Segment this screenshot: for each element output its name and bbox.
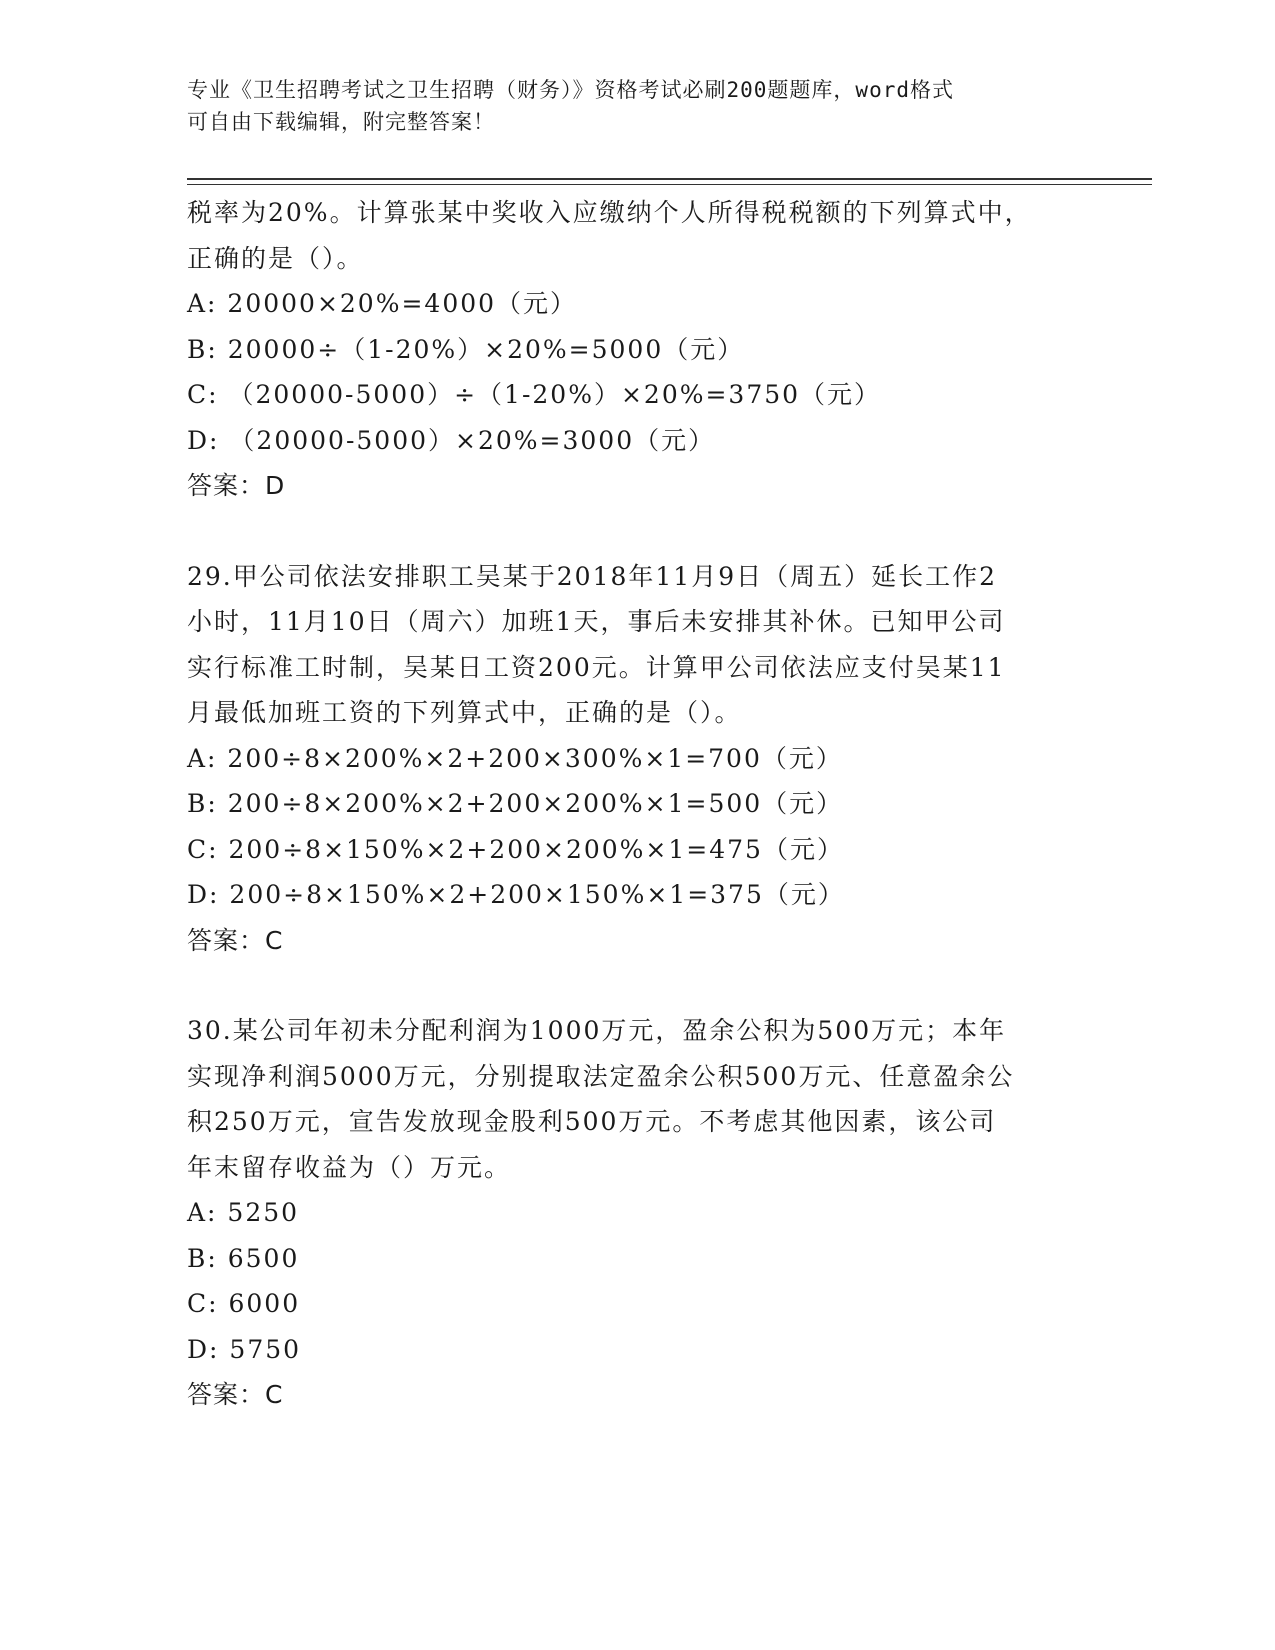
answer: 答案：C <box>187 1380 284 1409</box>
option-c: C: （20000-5000）÷（1-20%）×20%=3750（元） <box>187 380 882 409</box>
header-divider <box>187 178 1152 180</box>
question-stem-line: 积250万元，宣告发放现金股利500万元。不考虑其他因素，该公司 <box>187 1107 997 1136</box>
option-d: D: 5750 <box>187 1334 302 1364</box>
question-stem-line: 小时，11月10日（周六）加班1天，事后未安排其补休。已知甲公司 <box>187 607 1006 636</box>
question-stem-line: 年末留存收益为（）万元。 <box>187 1152 512 1182</box>
spacer <box>187 509 1087 554</box>
spacer <box>187 963 1087 1008</box>
question-29 <box>187 554 1087 964</box>
header-divider-thin <box>187 184 1152 185</box>
option-a: A: 20000×20%=4000（元） <box>187 289 578 318</box>
answer: 答案：C <box>187 925 284 955</box>
option-d: D: 200÷8×150%×2+200×150%×1=375（元） <box>187 880 845 909</box>
question-stem-line: 29.甲公司依法安排职工吴某于2018年11月9日（周五）延长工作2 <box>187 561 998 591</box>
question-stem-line: 实现净利润5000万元，分别提取法定盈余公积500万元、任意盈余公 <box>187 1061 1015 1091</box>
question-stem-line: 月最低加班工资的下列算式中，正确的是（）。 <box>187 698 742 727</box>
question-stem-line: 正确的是（）。 <box>187 243 364 273</box>
option-c: C: 200÷8×150%×2+200×200%×1=475（元） <box>187 834 844 864</box>
option-a: A: 5250 <box>187 1198 300 1227</box>
header-line-2: 可自由下载编辑，附完整答案！ <box>187 110 495 134</box>
option-b: B: 6500 <box>187 1243 300 1273</box>
option-d: D: （20000-5000）×20%=3000（元） <box>187 425 716 455</box>
document-header <box>187 74 1067 138</box>
question-stem-line: 30.某公司年初未分配利润为1000万元，盈余公积为500万元；本年 <box>187 1016 1007 1045</box>
option-a: A: 200÷8×200%×2+200×300%×1=700（元） <box>187 743 843 773</box>
option-b: B: 200÷8×200%×2+200×200%×1=500（元） <box>187 789 844 818</box>
option-b: B: 20000÷（1-20%）×20%=5000（元） <box>187 334 745 364</box>
question-stem-line: 税率为20%。计算张某中奖收入应缴纳个人所得税税额的下列算式中， <box>187 198 1032 227</box>
header-line-1: 专业《卫生招聘考试之卫生招聘（财务）》资格考试必刷200题题库，word格式 <box>187 78 954 102</box>
answer: 答案：D <box>187 471 286 500</box>
question-30 <box>187 1008 1087 1418</box>
document-body <box>187 190 1087 1418</box>
question-28 <box>187 190 1087 509</box>
question-stem-line: 实行标准工时制，吴某日工资200元。计算甲公司依法应支付吴某11 <box>187 652 1006 682</box>
option-c: C: 6000 <box>187 1289 301 1318</box>
